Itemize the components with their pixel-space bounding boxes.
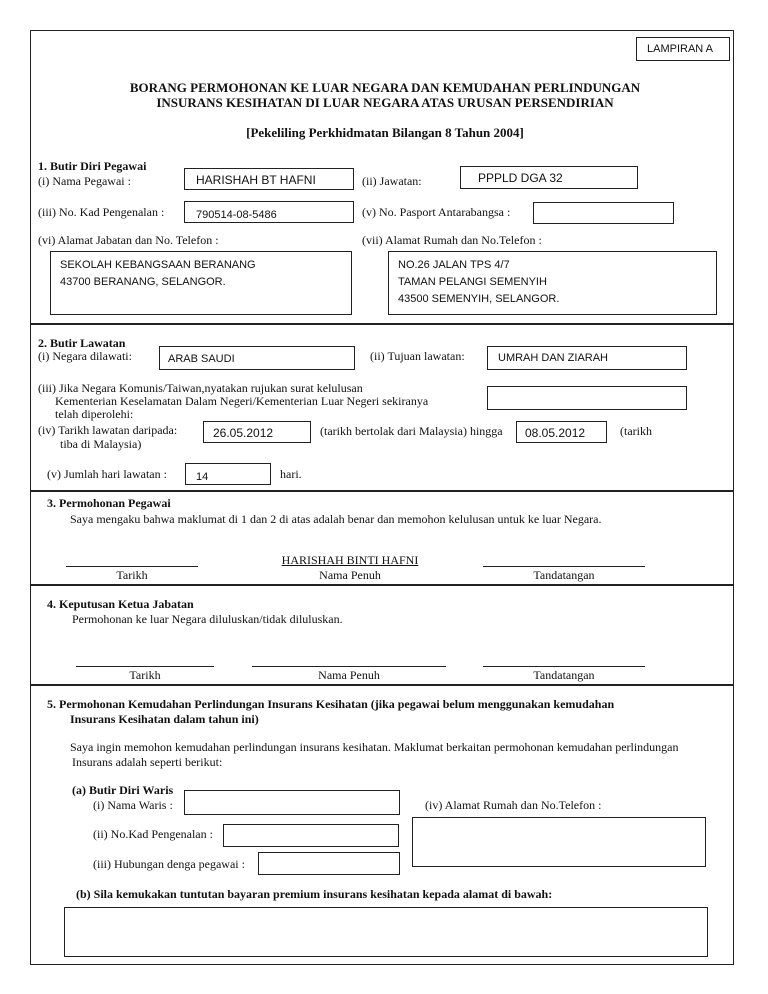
tandatangan-caption: Tandatangan	[533, 668, 595, 682]
tandatangan-line	[483, 566, 645, 567]
nama-penuh-caption: Nama Penuh	[319, 568, 381, 582]
lampiran-label: LAMPIRAN A	[647, 43, 714, 55]
tarikh-line	[66, 566, 198, 567]
section5-heading-line1: 5. Permohonan Kemudahan Perlindungan Insurans Kesihatan (jika pegawai belum menggunakan kemudahan	[47, 697, 615, 711]
jawatan-label: (ii) Jawatan:	[362, 174, 422, 188]
section-divider	[31, 490, 733, 492]
alamat-rumah-line2: TAMAN PELANGI SEMENYIH	[398, 276, 547, 288]
tarikh-lawatan-label: (iv) Tarikh lawatan daripada:	[38, 423, 178, 437]
kad-pengenalan-waris-field[interactable]	[223, 824, 399, 847]
rujukan-text-line3: telah diperolehi:	[55, 407, 134, 421]
jawatan-value: PPPLD DGA 32	[478, 171, 563, 185]
section5-text-line1: Saya ingin memohon kemudahan perlindungan insurans kesihatan. Maklumat berkaitan permohonan kemudahan perlindungan	[70, 740, 679, 754]
tandatangan-caption: Tandatangan	[533, 568, 595, 582]
jumlah-hari-value: 14	[196, 471, 209, 483]
tujuan-value: UMRAH DAN ZIARAH	[498, 352, 609, 364]
nama-penuh-line	[252, 666, 446, 667]
section-divider	[31, 684, 733, 686]
tarikh-hingga-value: 08.05.2012	[525, 426, 586, 440]
form-title-line1: BORANG PERMOHONAN KE LUAR NEGARA DAN KEMUDAHAN PERLINDUNGAN	[129, 80, 641, 95]
section5-heading-line2: Insurans Kesihatan dalam tahun ini)	[70, 712, 259, 726]
tarikh-line	[76, 666, 214, 667]
negara-value: ARAB SAUDI	[168, 353, 235, 365]
nama-pegawai-value: HARISHAH BT HAFNI	[196, 173, 316, 187]
section1-heading: 1. Butir Diri Pegawai	[38, 159, 147, 173]
nama-waris-field[interactable]	[184, 790, 400, 815]
tarikh-lawatan-label2: tiba di Malaysia)	[60, 437, 142, 451]
tujuan-label: (ii) Tujuan lawatan:	[370, 349, 465, 363]
kad-pengenalan-label: (iii) No. Kad Pengenalan :	[38, 205, 165, 219]
form-subtitle: [Pekeliling Perkhidmatan Bilangan 8 Tahun 2004]	[246, 125, 524, 140]
alamat-jabatan-label: (vi) Alamat Jabatan dan No. Telefon :	[38, 233, 219, 247]
nama-penuh-caption: Nama Penuh	[318, 668, 380, 682]
negara-label: (i) Negara dilawati:	[38, 349, 132, 363]
section-divider	[31, 323, 733, 325]
pasport-label: (v) No. Pasport Antarabangsa :	[362, 205, 511, 219]
butir-waris-heading: (a) Butir Diri Waris	[72, 783, 174, 797]
alamat-jabatan-line1: SEKOLAH KEBANGSAAN BERANANG	[60, 259, 256, 271]
tarikh-caption: Tarikh	[116, 568, 148, 582]
alamat-rumah-line1: NO.26 JALAN TPS 4/7	[398, 259, 510, 271]
jumlah-hari-label: (v) Jumlah hari lawatan :	[47, 467, 167, 481]
rujukan-field[interactable]	[487, 386, 687, 410]
alamat-waris-label: (iv) Alamat Rumah dan No.Telefon :	[425, 798, 602, 812]
premium-address-field[interactable]	[64, 907, 708, 957]
rujukan-text-line2: Kementerian Keselamatan Dalam Negeri/Kementerian Luar Negeri sekiranya	[55, 394, 429, 408]
kad-pengenalan-waris-label: (ii) No.Kad Pengenalan :	[93, 827, 213, 841]
alamat-jabatan-line2: 43700 BERANANG, SELANGOR.	[60, 276, 226, 288]
section2-heading: 2. Butir Lawatan	[38, 336, 126, 350]
tarikh-dari-value: 26.05.2012	[213, 426, 274, 440]
alamat-rumah-line3: 43500 SEMENYIH, SELANGOR.	[398, 293, 560, 305]
section3-text: Saya mengaku bahwa maklumat di 1 dan 2 di atas adalah benar dan memohon kelulusan untuk ke luar Negara.	[70, 512, 602, 526]
bertolak-text: (tarikh bertolak dari Malaysia) hingga	[320, 424, 503, 438]
kad-pengenalan-value: 790514-08-5486	[196, 209, 277, 221]
tarikh-caption: Tarikh	[129, 668, 161, 682]
hubungan-field[interactable]	[258, 852, 400, 875]
premium-heading: (b) Sila kemukakan tuntutan bayaran premium insurans kesihatan kepada alamat di bawah:	[76, 887, 553, 901]
section3-heading: 3. Permohonan Pegawai	[47, 496, 171, 510]
hari-text: hari.	[280, 467, 302, 481]
form-title-line2: INSURANS KESIHATAN DI LUAR NEGARA ATAS URUSAN PERSENDIRIAN	[156, 95, 614, 110]
nama-waris-label: (i) Nama Waris :	[93, 798, 173, 812]
tandatangan-line	[483, 666, 645, 667]
nama-pegawai-label: (i) Nama Pegawai :	[38, 174, 131, 188]
rujukan-text-line1: (iii) Jika Negara Komunis/Taiwan,nyatakan rujukan surat kelulusan	[38, 381, 363, 395]
nama-penuh-value: HARISHAH BINTI HAFNI	[281, 553, 419, 567]
section4-heading: 4. Keputusan Ketua Jabatan	[47, 597, 194, 611]
pasport-field[interactable]	[533, 202, 674, 224]
section5-text-line2: Insurans adalah seperti berikut:	[72, 755, 223, 769]
section4-text: Permohonan ke luar Negara diluluskan/tidak diluluskan.	[72, 612, 343, 626]
section-divider	[31, 584, 733, 586]
tiba-text: (tarikh	[620, 424, 652, 438]
hubungan-label: (iii) Hubungan denga pegawai :	[93, 857, 245, 871]
alamat-rumah-label: (vii) Alamat Rumah dan No.Telefon :	[362, 233, 542, 247]
alamat-waris-field[interactable]	[412, 817, 706, 867]
